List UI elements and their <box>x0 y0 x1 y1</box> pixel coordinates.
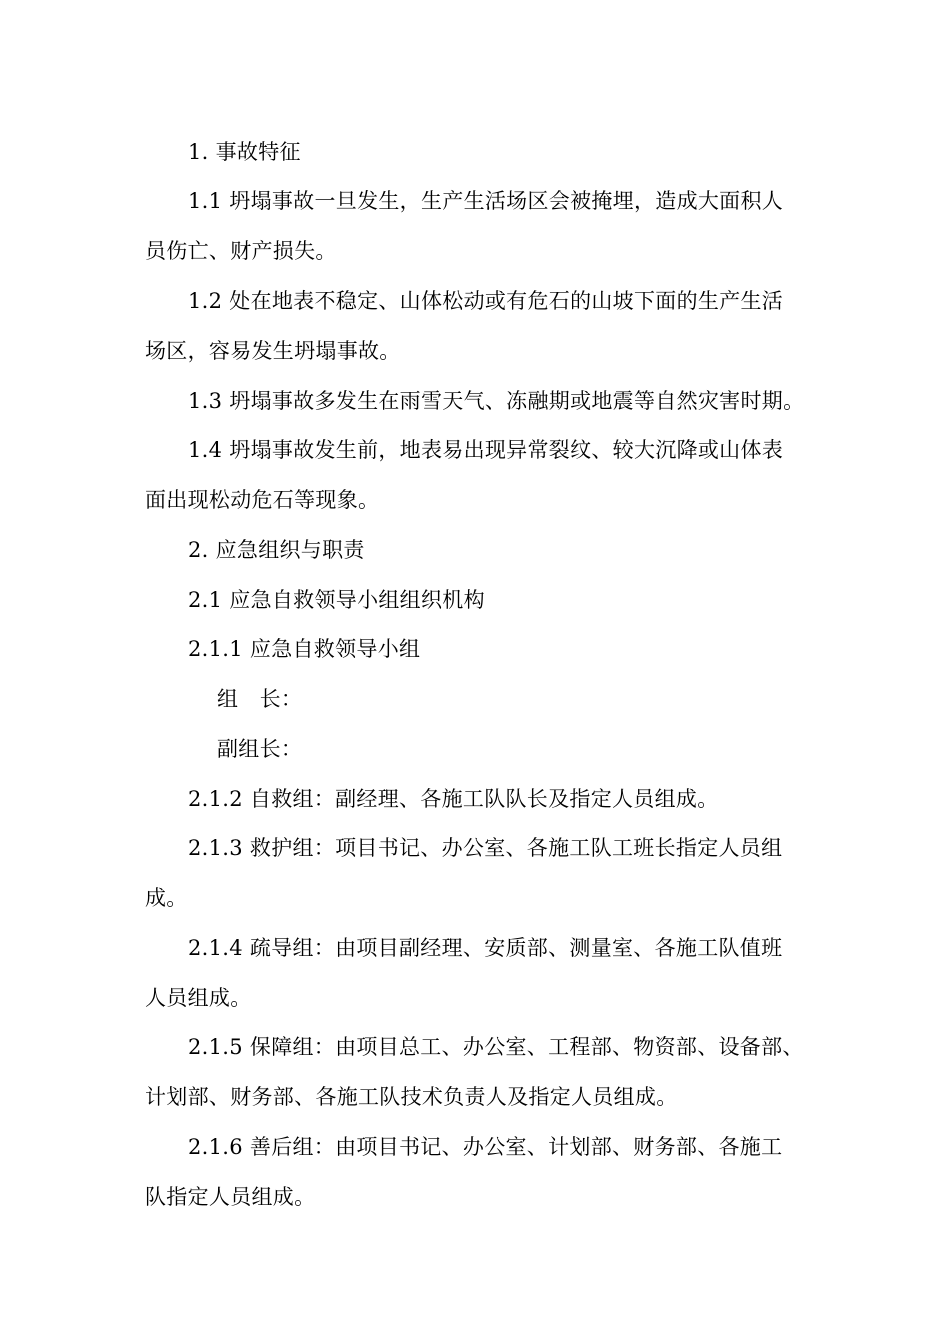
paragraph-1-2-line-2: 场区，容易发生坍塌事故。 <box>145 339 401 363</box>
paragraph-2-1-5-line-2: 计划部、财务部、各施工队技术负责人及指定人员组成。 <box>145 1085 678 1109</box>
paragraph-2-1-2: 2.1.2 自救组：副经理、各施工队队长及指定人员组成。 <box>188 787 719 811</box>
paragraph-2-1-4-line-2: 人员组成。 <box>145 986 252 1010</box>
subsection-heading-2-1-1: 2.1.1 应急自救领导小组 <box>188 637 421 661</box>
section-heading-1: 1. 事故特征 <box>188 140 301 164</box>
section-heading-2: 2. 应急组织与职责 <box>188 538 365 562</box>
paragraph-2-1-4-line-1: 2.1.4 疏导组：由项目副经理、安质部、测量室、各施工队值班 <box>188 936 783 960</box>
subsection-heading-2-1: 2.1 应急自救领导小组组织机构 <box>188 588 485 612</box>
paragraph-2-1-3-line-2: 成。 <box>145 886 188 910</box>
paragraph-2-1-5-line-1: 2.1.5 保障组：由项目总工、办公室、工程部、物资部、设备部、 <box>188 1035 804 1059</box>
paragraph-2-1-3-line-1: 2.1.3 救护组：项目书记、办公室、各施工队工班长指定人员组 <box>188 836 783 860</box>
paragraph-1-4-line-2: 面出现松动危石等现象。 <box>145 488 380 512</box>
paragraph-1-3: 1.3 坍塌事故多发生在雨雪天气、冻融期或地震等自然灾害时期。 <box>188 389 805 413</box>
paragraph-1-2-line-1: 1.2 处在地表不稳定、山体松动或有危石的山坡下面的生产生活 <box>188 289 784 313</box>
paragraph-1-4-line-1: 1.4 坍塌事故发生前，地表易出现异常裂纹、较大沉降或山体表 <box>188 438 784 462</box>
paragraph-2-1-6-line-1: 2.1.6 善后组：由项目书记、办公室、计划部、财务部、各施工 <box>188 1135 783 1159</box>
paragraph-1-1-line-2: 员伤亡、财产损失。 <box>145 239 337 263</box>
deputy-leader-label: 副组长： <box>217 737 303 761</box>
paragraph-1-1-line-1: 1.1 坍塌事故一旦发生，生产生活场区会被掩埋，造成大面积人 <box>188 189 784 213</box>
group-leader-label: 组 长： <box>217 687 303 711</box>
paragraph-2-1-6-line-2: 队指定人员组成。 <box>145 1185 316 1209</box>
